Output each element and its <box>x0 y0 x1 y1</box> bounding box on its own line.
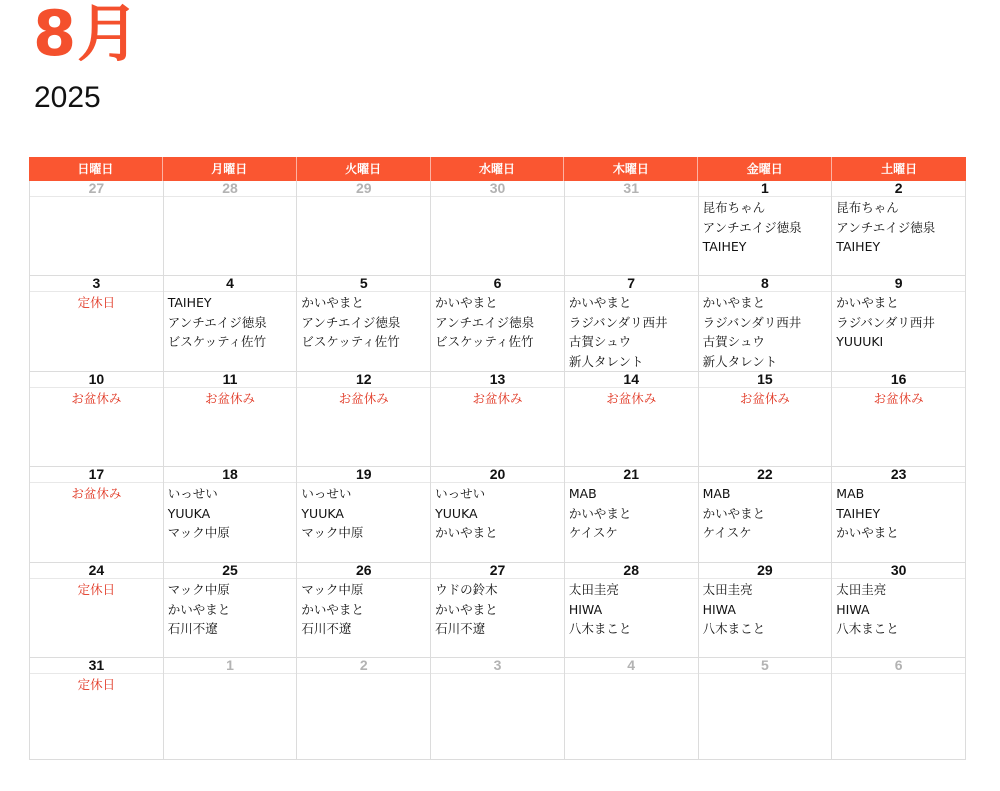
event-list <box>164 483 297 543</box>
event-item: 太田圭亮 <box>836 582 887 597</box>
event-item: YUUUKI <box>836 334 884 349</box>
day-number: 1 <box>164 658 297 674</box>
day-number: 31 <box>30 658 163 674</box>
day-number: 5 <box>297 276 430 292</box>
event-item: アンチエイジ徳泉 <box>301 314 401 330</box>
event-list <box>565 292 698 371</box>
event-item: ウドの鈴木 <box>435 582 498 597</box>
day-cell[interactable] <box>164 658 298 760</box>
day-cell[interactable] <box>431 276 565 372</box>
event-item: HIWA <box>702 601 736 617</box>
event-item: MAB <box>836 486 865 501</box>
day-cell[interactable] <box>832 372 966 467</box>
event-list <box>699 388 832 409</box>
day-cell[interactable] <box>297 181 431 276</box>
event-list <box>431 197 564 198</box>
holiday-label: 定休日 <box>77 677 116 692</box>
event-list <box>30 483 163 504</box>
day-number: 3 <box>30 276 163 292</box>
day-cell[interactable] <box>699 563 833 658</box>
event-item: アンチエイジ徳泉 <box>702 219 802 235</box>
event-item: かいやまと <box>836 295 899 310</box>
event-item: かいやまと <box>435 601 498 617</box>
day-cell[interactable] <box>699 181 833 276</box>
holiday-label: 定休日 <box>77 582 116 597</box>
day-number: 7 <box>565 276 698 292</box>
event-item: 昆布ちゃん <box>702 200 766 215</box>
event-list <box>164 579 297 639</box>
event-item: いっせい <box>301 486 352 501</box>
day-number: 30 <box>431 181 564 197</box>
event-item: 八木まこと <box>836 621 899 636</box>
event-list <box>30 292 163 313</box>
event-item: 昆布ちゃん <box>836 200 899 215</box>
day-cell[interactable] <box>431 467 565 563</box>
day-number: 14 <box>565 372 698 388</box>
event-item: かいやまと <box>301 601 364 617</box>
day-number: 8 <box>699 276 832 292</box>
event-item: かいやまと <box>301 295 364 310</box>
event-item: マック中原 <box>167 525 230 540</box>
calendar <box>29 157 966 760</box>
event-list <box>431 579 564 639</box>
event-list <box>699 483 832 543</box>
event-item: ラジバンダリ西井 <box>702 314 802 330</box>
event-item: 八木まこと <box>568 621 632 636</box>
event-item: かいやまと <box>702 295 766 310</box>
day-cell[interactable] <box>297 276 431 372</box>
event-item: TAIHEY <box>167 295 212 310</box>
day-number: 29 <box>699 563 832 579</box>
event-item: かいやまと <box>167 601 231 617</box>
day-number: 19 <box>297 467 430 483</box>
event-list <box>431 292 564 352</box>
day-cell[interactable] <box>164 372 298 467</box>
event-item: ケイスケ <box>702 525 752 540</box>
day-number: 11 <box>164 372 297 388</box>
holiday-label: お盆休み <box>71 391 122 406</box>
event-item: YUUKA <box>167 505 211 521</box>
holiday-label: お盆休み <box>338 391 389 406</box>
event-list <box>832 388 965 409</box>
day-number: 16 <box>832 372 965 388</box>
day-number: 26 <box>297 563 430 579</box>
event-list <box>565 197 698 198</box>
event-item: TAIHEY <box>836 239 881 254</box>
event-list <box>565 483 698 543</box>
event-item: YUUKA <box>435 505 478 521</box>
event-list <box>164 292 297 352</box>
day-cell[interactable] <box>431 563 565 658</box>
day-cell[interactable] <box>699 276 833 372</box>
day-cell[interactable] <box>30 181 164 276</box>
event-list <box>699 292 832 371</box>
event-item: かいやまと <box>836 525 899 540</box>
event-item: HIWA <box>836 601 870 617</box>
event-list <box>30 388 163 409</box>
day-number: 23 <box>832 467 965 483</box>
event-item: マック中原 <box>167 582 230 597</box>
day-cell[interactable] <box>164 181 298 276</box>
year-label: 2025 <box>34 81 101 114</box>
day-cell[interactable] <box>699 372 833 467</box>
event-list <box>832 197 965 257</box>
weekday-header <box>29 157 966 181</box>
day-number: 20 <box>431 467 564 483</box>
event-item: かいやまと <box>702 505 766 521</box>
day-cell[interactable] <box>699 658 833 760</box>
day-number: 2 <box>832 181 965 197</box>
day-cell[interactable] <box>565 467 699 563</box>
day-number: 9 <box>832 276 965 292</box>
event-item: ビスケッティ佐竹 <box>167 334 267 349</box>
day-number: 4 <box>164 276 297 292</box>
holiday-label: お盆休み <box>739 391 790 406</box>
event-item: ケイスケ <box>568 525 618 540</box>
day-number: 5 <box>699 658 832 674</box>
day-cell[interactable] <box>297 658 431 760</box>
day-cell[interactable] <box>565 276 699 372</box>
day-cell[interactable] <box>431 372 565 467</box>
weekday-thursday: 木曜日 <box>564 157 698 181</box>
day-cell[interactable] <box>832 276 966 372</box>
weekday-saturday: 土曜日 <box>881 162 918 176</box>
holiday-label: お盆休み <box>205 391 256 406</box>
holiday-label: お盆休み <box>873 391 924 406</box>
day-number: 24 <box>30 563 163 579</box>
event-list <box>297 388 430 409</box>
holiday-label: 定休日 <box>77 295 116 310</box>
day-cell[interactable] <box>30 276 164 372</box>
day-number: 28 <box>164 181 297 197</box>
day-number: 25 <box>164 563 297 579</box>
day-cell[interactable] <box>832 658 966 760</box>
event-list <box>832 674 965 675</box>
day-number: 6 <box>431 276 564 292</box>
day-cell[interactable] <box>431 658 565 760</box>
day-cell[interactable] <box>565 658 699 760</box>
event-item: MAB <box>702 486 731 501</box>
event-list <box>297 579 430 639</box>
event-item: アンチエイジ徳泉 <box>167 314 267 330</box>
event-list <box>164 197 297 198</box>
event-item: かいやまと <box>435 525 498 540</box>
day-number: 17 <box>30 467 163 483</box>
day-cell[interactable] <box>30 372 164 467</box>
day-cell[interactable] <box>297 563 431 658</box>
event-item: いっせい <box>167 486 218 501</box>
day-cell[interactable] <box>565 372 699 467</box>
day-number: 27 <box>431 563 564 579</box>
event-item: TAIHEY <box>702 239 747 254</box>
weekday-monday: 月曜日 <box>163 157 297 181</box>
day-cell[interactable] <box>30 467 164 563</box>
event-list <box>297 674 430 675</box>
event-list <box>297 292 430 352</box>
event-list <box>30 197 163 198</box>
day-number: 12 <box>297 372 430 388</box>
day-cell[interactable] <box>164 563 298 658</box>
month-title: 8月 <box>33 0 141 70</box>
day-number: 15 <box>699 372 832 388</box>
event-list <box>699 579 832 639</box>
event-item: アンチエイジ徳泉 <box>435 314 535 330</box>
day-number: 2 <box>297 658 430 674</box>
weekday-friday: 金曜日 <box>698 157 832 181</box>
event-item: かいやまと <box>435 295 498 310</box>
day-cell[interactable] <box>164 467 298 563</box>
holiday-label: お盆休み <box>606 391 657 406</box>
day-cell[interactable] <box>832 467 966 563</box>
holiday-label: お盆休み <box>71 486 122 501</box>
event-list <box>431 674 564 675</box>
day-number: 1 <box>699 181 832 197</box>
event-list <box>832 579 965 639</box>
day-number: 28 <box>565 563 698 579</box>
day-number: 3 <box>431 658 564 674</box>
event-list <box>164 674 297 675</box>
day-cell[interactable] <box>699 467 833 563</box>
event-item: HIWA <box>568 601 603 617</box>
event-list <box>565 579 698 639</box>
day-cell[interactable] <box>30 658 164 760</box>
event-list <box>832 292 965 352</box>
event-list <box>832 483 965 543</box>
event-list <box>699 674 832 675</box>
day-cell[interactable] <box>164 276 298 372</box>
event-item: かいやまと <box>568 505 632 521</box>
event-item: ラジバンダリ西井 <box>836 314 935 330</box>
event-item: ビスケッティ佐竹 <box>301 334 400 349</box>
day-number: 10 <box>30 372 163 388</box>
event-item: 古賀シュウ <box>568 334 632 349</box>
day-cell[interactable] <box>297 372 431 467</box>
event-item: 石川不遼 <box>167 621 218 636</box>
weekday-sunday: 日曜日 <box>29 157 163 181</box>
day-number: 21 <box>565 467 698 483</box>
event-item: いっせい <box>435 486 486 501</box>
event-item: YUUKA <box>301 505 344 521</box>
day-number: 6 <box>832 658 965 674</box>
event-item: 新人タレント <box>702 353 778 369</box>
event-list <box>297 483 430 543</box>
event-item: かいやまと <box>568 295 632 310</box>
day-cell[interactable] <box>30 563 164 658</box>
day-cell[interactable] <box>565 563 699 658</box>
event-item: 古賀シュウ <box>702 334 765 349</box>
event-item: 石川不遼 <box>435 621 486 636</box>
event-item: MAB <box>568 486 597 501</box>
day-cell[interactable] <box>565 181 699 276</box>
day-cell[interactable] <box>431 181 565 276</box>
event-item: TAIHEY <box>836 505 881 521</box>
day-number: 4 <box>565 658 698 674</box>
event-item: 石川不遼 <box>301 621 352 636</box>
day-cell[interactable] <box>832 563 966 658</box>
day-cell[interactable] <box>832 181 966 276</box>
holiday-label: お盆休み <box>472 391 523 406</box>
event-list <box>164 388 297 409</box>
weekday-tuesday: 火曜日 <box>297 157 431 181</box>
event-list <box>565 388 698 409</box>
event-item: ラジバンダリ西井 <box>568 314 668 330</box>
event-item: アンチエイジ徳泉 <box>836 219 936 235</box>
calendar-grid <box>29 181 966 760</box>
event-item: マック中原 <box>301 525 364 540</box>
day-number: 13 <box>431 372 564 388</box>
day-number: 29 <box>297 181 430 197</box>
day-number: 31 <box>565 181 698 197</box>
event-list <box>431 483 564 543</box>
event-list <box>30 674 163 695</box>
event-item: 八木まこと <box>702 621 766 636</box>
event-item: 新人タレント <box>568 353 644 369</box>
day-cell[interactable] <box>297 467 431 563</box>
event-item: ビスケッティ佐竹 <box>435 334 534 349</box>
event-list <box>30 579 163 600</box>
day-number: 22 <box>699 467 832 483</box>
event-item: 太田圭亮 <box>702 582 753 597</box>
event-item: マック中原 <box>301 582 364 597</box>
event-list <box>565 674 698 675</box>
day-number: 18 <box>164 467 297 483</box>
weekday-wednesday: 水曜日 <box>431 157 565 181</box>
day-number: 30 <box>832 563 965 579</box>
day-number: 27 <box>30 181 163 197</box>
event-item: 太田圭亮 <box>568 582 619 597</box>
event-list <box>297 197 430 198</box>
event-list <box>431 388 564 409</box>
event-list <box>699 197 832 257</box>
